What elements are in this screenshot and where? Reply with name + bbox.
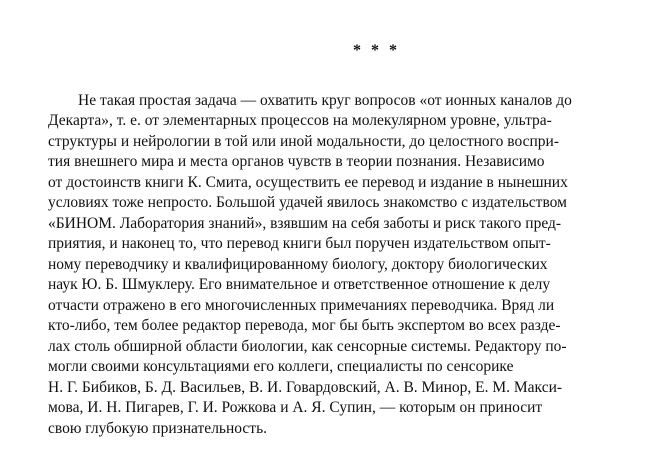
paragraph-line: могли своими консультациями его коллеги, специалисты по сенсорике	[48, 358, 514, 375]
paragraph-line: наук Ю. Б. Шмуклеру. Его внимательное и ответственное отношение к делу	[48, 276, 551, 293]
paragraph-line: «БИНОМ. Лаборатория знаний», взявшим на себя заботы и риск такого пред-	[48, 215, 562, 232]
paragraph-line: кто-либо, тем более редактор перевода, мог бы быть экспертом во всех разде-	[48, 317, 561, 334]
paragraph-line: ному переводчику и квалифицированному биологу, доктору биологических	[48, 256, 548, 273]
paragraph-line: от достоинств книги К. Смита, осуществить ее перевод и издание в нынешних	[48, 174, 568, 191]
paragraph-line: структуры и нейрологии в той или иной модальности, до целостного воспри-	[48, 133, 559, 150]
section-separator: * * *	[353, 42, 400, 59]
paragraph-line: Не такая простая задача — охватить круг вопросов «от ионных каналов до	[78, 92, 572, 109]
paragraph-line: условиях тоже непросто. Большой удачей явилось знакомство с издательством	[48, 194, 567, 211]
paragraph-line: приятия, и наконец то, что перевод книги был поручен издательством опыт-	[48, 235, 551, 252]
paragraph-line: свою глубокую признательность.	[48, 420, 268, 437]
paragraph-line: мова, И. Н. Пигарев, Г. И. Рожкова и А. Я. Супин, — которым он приносит	[48, 399, 543, 416]
paragraph-line: лах столь обширной области биологии, как сенсорные системы. Редактору по-	[48, 338, 567, 355]
paragraph-line: Декарта», т. е. от элементарных процессов на молекулярном уровне, ультра-	[48, 112, 552, 129]
paragraph-line: тия внешнего мира и места органов чувств в теории познания. Независимо	[48, 153, 545, 170]
paragraph-line: отчасти отражено в его многочисленных примечаниях переводчика. Вряд ли	[48, 297, 555, 314]
paragraph-line: Н. Г. Бибиков, Б. Д. Васильев, В. И. Говардовский, А. В. Минор, Е. М. Макси-	[48, 379, 563, 396]
